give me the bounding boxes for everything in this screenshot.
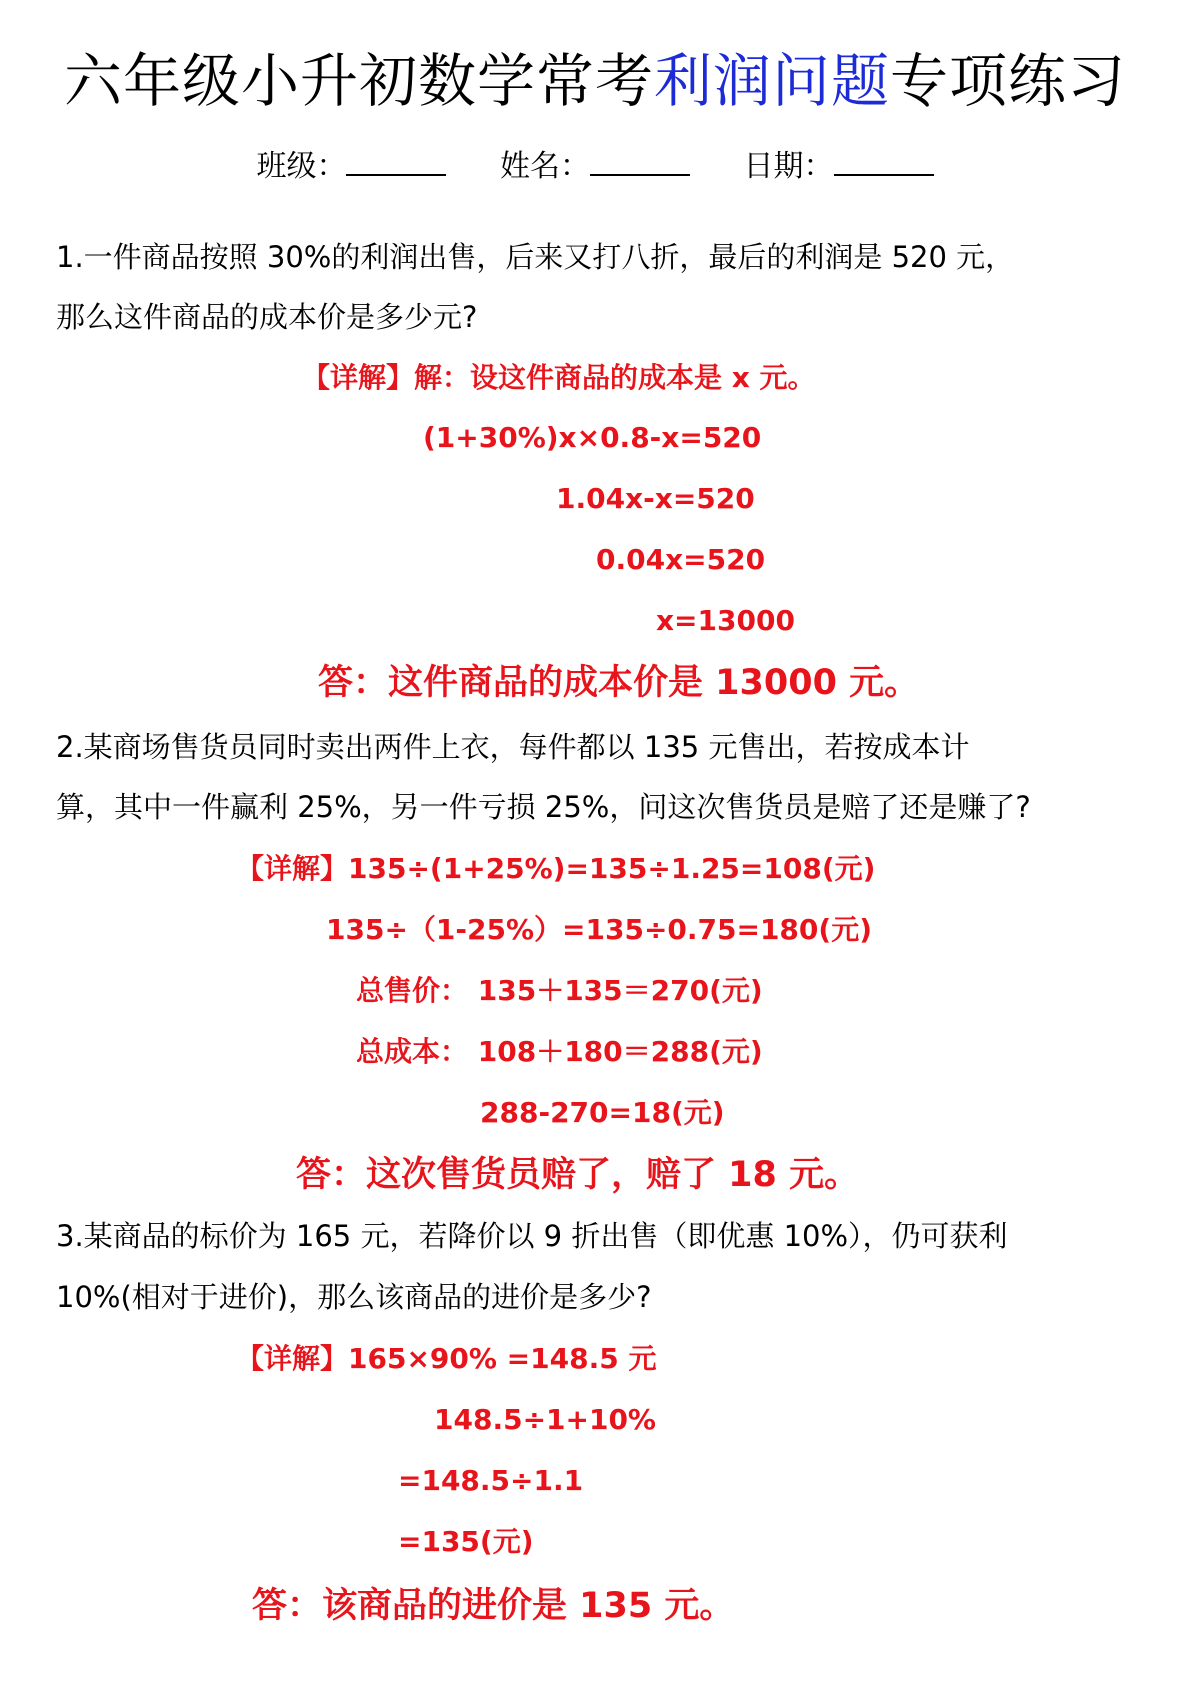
q1-solution-line-5: x=13000 xyxy=(656,604,795,637)
q2-solution-line-1: 【详解】135÷(1+25%)=135÷1.25=108(元) xyxy=(236,852,876,885)
question-3-line-1: 3.某商品的标价为 165 元，若降价以 9 折出售（即优惠 10%），仍可获利 xyxy=(56,1219,1008,1253)
name-label: 姓名： xyxy=(500,149,590,184)
question-1-line-2: 那么这件商品的成本价是多少元? xyxy=(56,300,478,334)
question-3-line-2: 10%(相对于进价)，那么该商品的进价是多少? xyxy=(56,1280,652,1314)
q1-answer: 答：这件商品的成本价是 13000 元。 xyxy=(318,663,920,703)
name-blank[interactable] xyxy=(590,173,690,176)
q3-solution-line-3: =148.5÷1.1 xyxy=(398,1464,584,1497)
question-1-line-1: 1.一件商品按照 30%的利润出售，后来又打八折，最后的利润是 520 元， xyxy=(56,240,1015,274)
title-highlight: 利润问题 xyxy=(653,47,890,115)
q2-solution-line-2: 135÷（1-25%）=135÷0.75=180(元) xyxy=(326,913,872,946)
date-blank[interactable] xyxy=(834,173,934,176)
class-label: 班级： xyxy=(256,149,347,184)
q1-solution-line-3: 1.04x-x=520 xyxy=(556,482,755,515)
q2-answer: 答：这次售货员赔了，赔了 18 元。 xyxy=(296,1155,860,1195)
title-prefix: 六年级小升初数学常考 xyxy=(63,47,654,115)
question-2-line-1: 2.某商场售货员同时卖出两件上衣，每件都以 135 元售出，若按成本计 xyxy=(56,730,970,764)
page-title xyxy=(0,47,1190,115)
q1-solution-line-4: 0.04x=520 xyxy=(596,543,766,576)
q2-solution-line-4: 总成本： 108＋180＝288(元) xyxy=(356,1035,763,1068)
q3-solution-line-2: 148.5÷1+10% xyxy=(434,1403,656,1436)
name-field xyxy=(500,149,690,184)
class-field xyxy=(256,149,446,184)
question-2-line-2: 算，其中一件赢利 25%，另一件亏损 25%，问这次售货员是赔了还是赚了? xyxy=(56,790,1031,824)
q1-solution-line-1: 【详解】解：设这件商品的成本是 x 元。 xyxy=(302,361,816,394)
q2-solution-line-5: 288-270=18(元) xyxy=(480,1096,725,1129)
q1-solution-line-2: (1+30%)x×0.8-x=520 xyxy=(423,421,762,454)
q3-solution-line-4: =135(元) xyxy=(398,1525,534,1558)
date-label: 日期： xyxy=(743,149,834,184)
q3-solution-line-1: 【详解】165×90% =148.5 元 xyxy=(236,1342,657,1375)
q3-answer: 答：该商品的进价是 135 元。 xyxy=(252,1586,735,1626)
q2-solution-line-3: 总售价： 135＋135＝270(元) xyxy=(356,974,763,1007)
class-blank[interactable] xyxy=(346,173,446,176)
student-info-row xyxy=(0,149,1190,184)
title-suffix: 专项练习 xyxy=(890,47,1127,115)
date-field xyxy=(744,149,934,184)
